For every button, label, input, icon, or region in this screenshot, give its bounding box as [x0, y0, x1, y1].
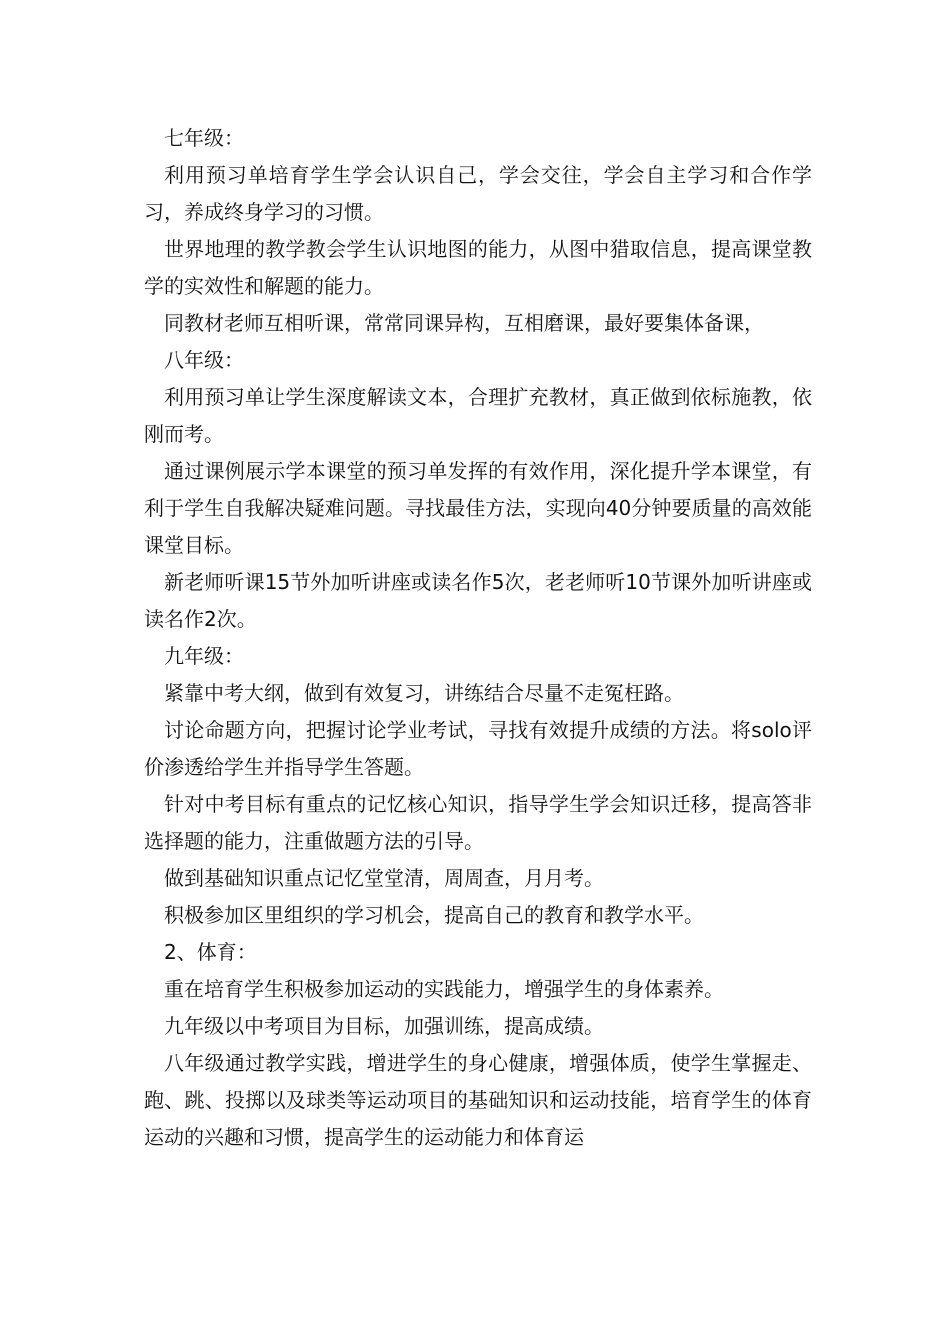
paragraph: 积极参加区里组织的学习机会，提高自己的教育和教学水平。: [164, 903, 704, 927]
paragraph-pe-heading: 2、体育：: [164, 940, 257, 964]
paragraph-grade9-heading: 九年级：: [164, 644, 244, 668]
paragraph: 通过课例展示学本课堂的预习单发挥的有效作用，深化提升学本课堂，有利于学生自我解决疑难问题。寻找最佳方法，实现向40分钟要质量的高效能课堂目标。: [144, 459, 812, 557]
paragraph: 九年级以中考项目为目标，加强训练，提高成绩。: [164, 1014, 604, 1038]
document-body: [144, 120, 812, 1156]
paragraph: 针对中考目标有重点的记忆核心知识，指导学生学会知识迁移，提高答非选择题的能力，注重做题方法的引导。: [144, 792, 812, 853]
paragraph: 紧靠中考大纲，做到有效复习，讲练结合尽量不走冤枉路。: [164, 681, 684, 705]
paragraph: 利用预习单让学生深度解读文本，合理扩充教材，真正做到依标施教，依刚而考。: [144, 385, 812, 446]
paragraph: 做到基础知识重点记忆堂堂清，周周查，月月考。: [164, 866, 604, 890]
paragraph: 世界地理的教学教会学生认识地图的能力，从图中猎取信息，提高课堂教学的实效性和解题的能力。: [144, 237, 812, 298]
paragraph: 利用预习单培育学生学会认识自己，学会交往，学会自主学习和合作学习，养成终身学习的习惯。: [144, 163, 812, 224]
paragraph: 讨论命题方向，把握讨论学业考试，寻找有效提升成绩的方法。将solo评价渗透给学生并指导学生答题。: [144, 718, 812, 779]
paragraph: 新老师听课15节外加听讲座或读名作5次，老老师听10节课外加听讲座或读名作2次。: [144, 570, 812, 631]
paragraph: 重在培育学生积极参加运动的实践能力，增强学生的身体素养。: [164, 977, 724, 1001]
paragraph: 八年级通过教学实践，增进学生的身心健康，增强体质，使学生掌握走、跑、跳、投掷以及球类等运动项目的基础知识和运动技能，培育学生的体育运动的兴趣和习惯，提高学生的运动能力和体育运: [144, 1051, 812, 1149]
paragraph-grade8-heading: 八年级：: [164, 348, 244, 372]
paragraph-grade7-heading: 七年级：: [164, 126, 244, 150]
paragraph: 同教材老师互相听课，常常同课异构，互相磨课，最好要集体备课，: [164, 311, 764, 335]
